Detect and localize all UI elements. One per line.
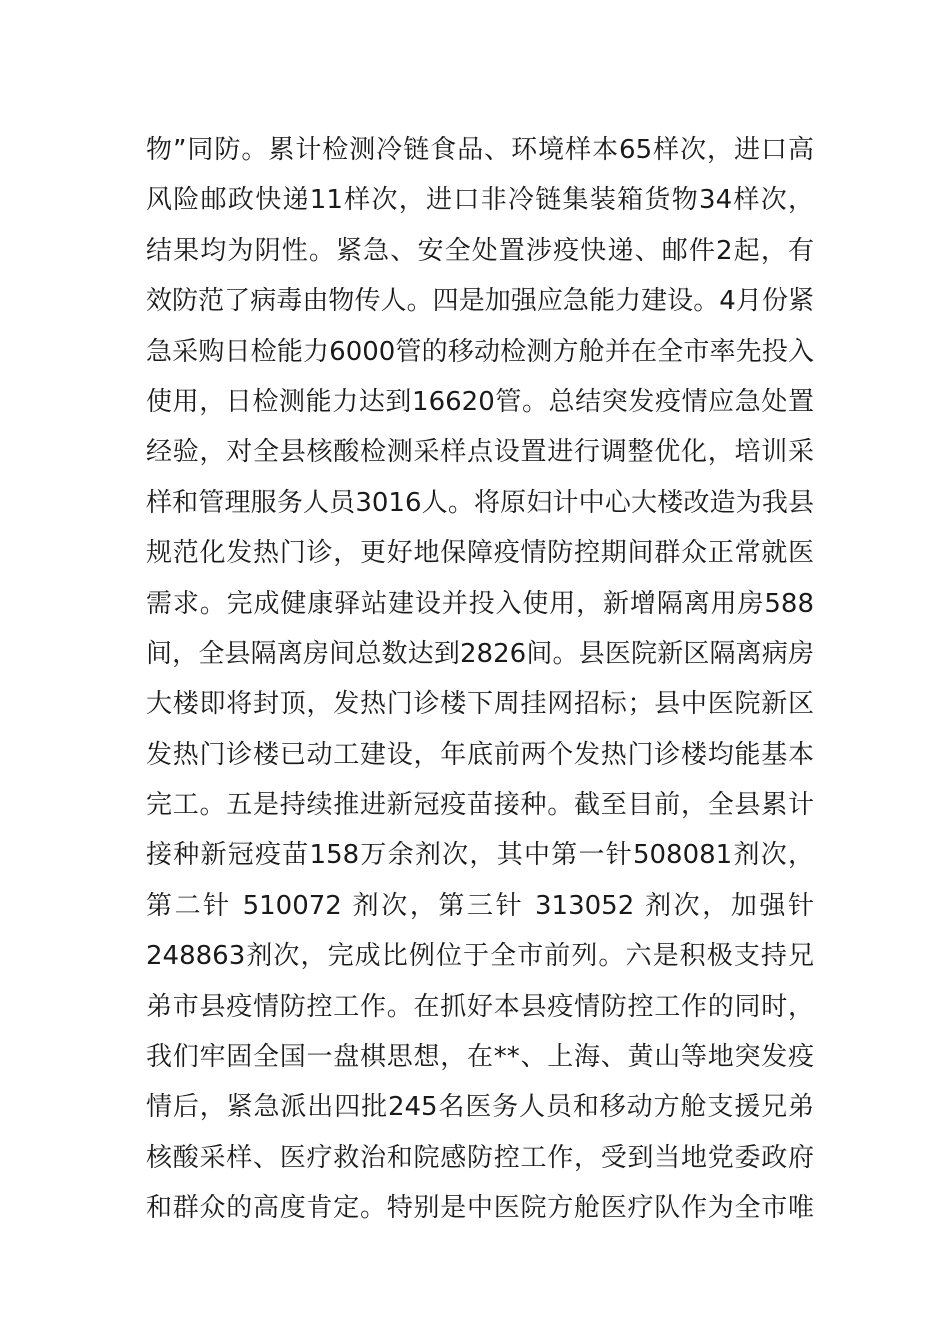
text-line-1: 物”同防。累计检测冷链食品、环境样本65样次，进口高 bbox=[146, 135, 814, 165]
text-line-22: 和群众的高度肯定。特别是中医院方舱医疗队作为全市唯 bbox=[146, 1193, 814, 1224]
text-line-6: 使用，日检测能力达到16620管。总结突发疫情应急处置 bbox=[146, 386, 814, 417]
text-line-10: 需求。完成健康驿站建设并投入使用，新增隔离用房588 bbox=[146, 588, 814, 619]
text-line-3: 结果均为阴性。紧急、安全处置涉疫快递、邮件2起，有 bbox=[146, 235, 814, 266]
text-line-20: 情后，紧急派出四批245名医务人员和移动方舱支援兄弟 bbox=[146, 1092, 814, 1123]
text-line-9: 规范化发热门诊，更好地保障疫情防控期间群众正常就医 bbox=[146, 538, 814, 569]
text-line-18: 弟市县疫情防控工作。在抓好本县疫情防控工作的同时， bbox=[146, 991, 814, 1022]
text-line-4: 效防范了病毒由物传人。四是加强应急能力建设。4月份紧 bbox=[146, 286, 814, 317]
text-line-21: 核酸采样、医疗救治和院感防控工作，受到当地党委政府 bbox=[146, 1142, 814, 1173]
text-line-2: 风险邮政快递11样次，进口非冷链集装箱货物34样次， bbox=[146, 185, 814, 216]
text-line-14: 完工。五是持续推进新冠疫苗接种。截至目前，全县累计 bbox=[146, 790, 814, 821]
text-line-12: 大楼即将封顶，发热门诊楼下周挂网招标；县中医院新区 bbox=[146, 689, 814, 720]
text-line-7: 经验，对全县核酸检测采样点设置进行调整优化，培训采 bbox=[146, 437, 814, 468]
body-paragraph bbox=[146, 125, 814, 1234]
text-line-19: 我们牢固全国一盘棋思想，在**、上海、黄山等地突发疫 bbox=[146, 1042, 814, 1073]
text-line-8: 样和管理服务人员3016人。将原妇计中心大楼改造为我县 bbox=[146, 487, 814, 518]
text-line-13: 发热门诊楼已动工建设，年底前两个发热门诊楼均能基本 bbox=[146, 739, 814, 770]
text-line-5: 急采购日检能力6000管的移动检测方舱并在全市率先投入 bbox=[146, 336, 814, 367]
text-line-16: 第二针 510072 剂次，第三针 313052 剂次，加强针 bbox=[146, 890, 814, 921]
text-line-11: 间，全县隔离房间总数达到2826间。县医院新区隔离病房 bbox=[146, 638, 814, 669]
text-line-17: 248863剂次，完成比例位于全市前列。六是积极支持兄 bbox=[146, 941, 814, 972]
text-line-15: 接种新冠疫苗158万余剂次，其中第一针508081剂次， bbox=[146, 840, 814, 871]
